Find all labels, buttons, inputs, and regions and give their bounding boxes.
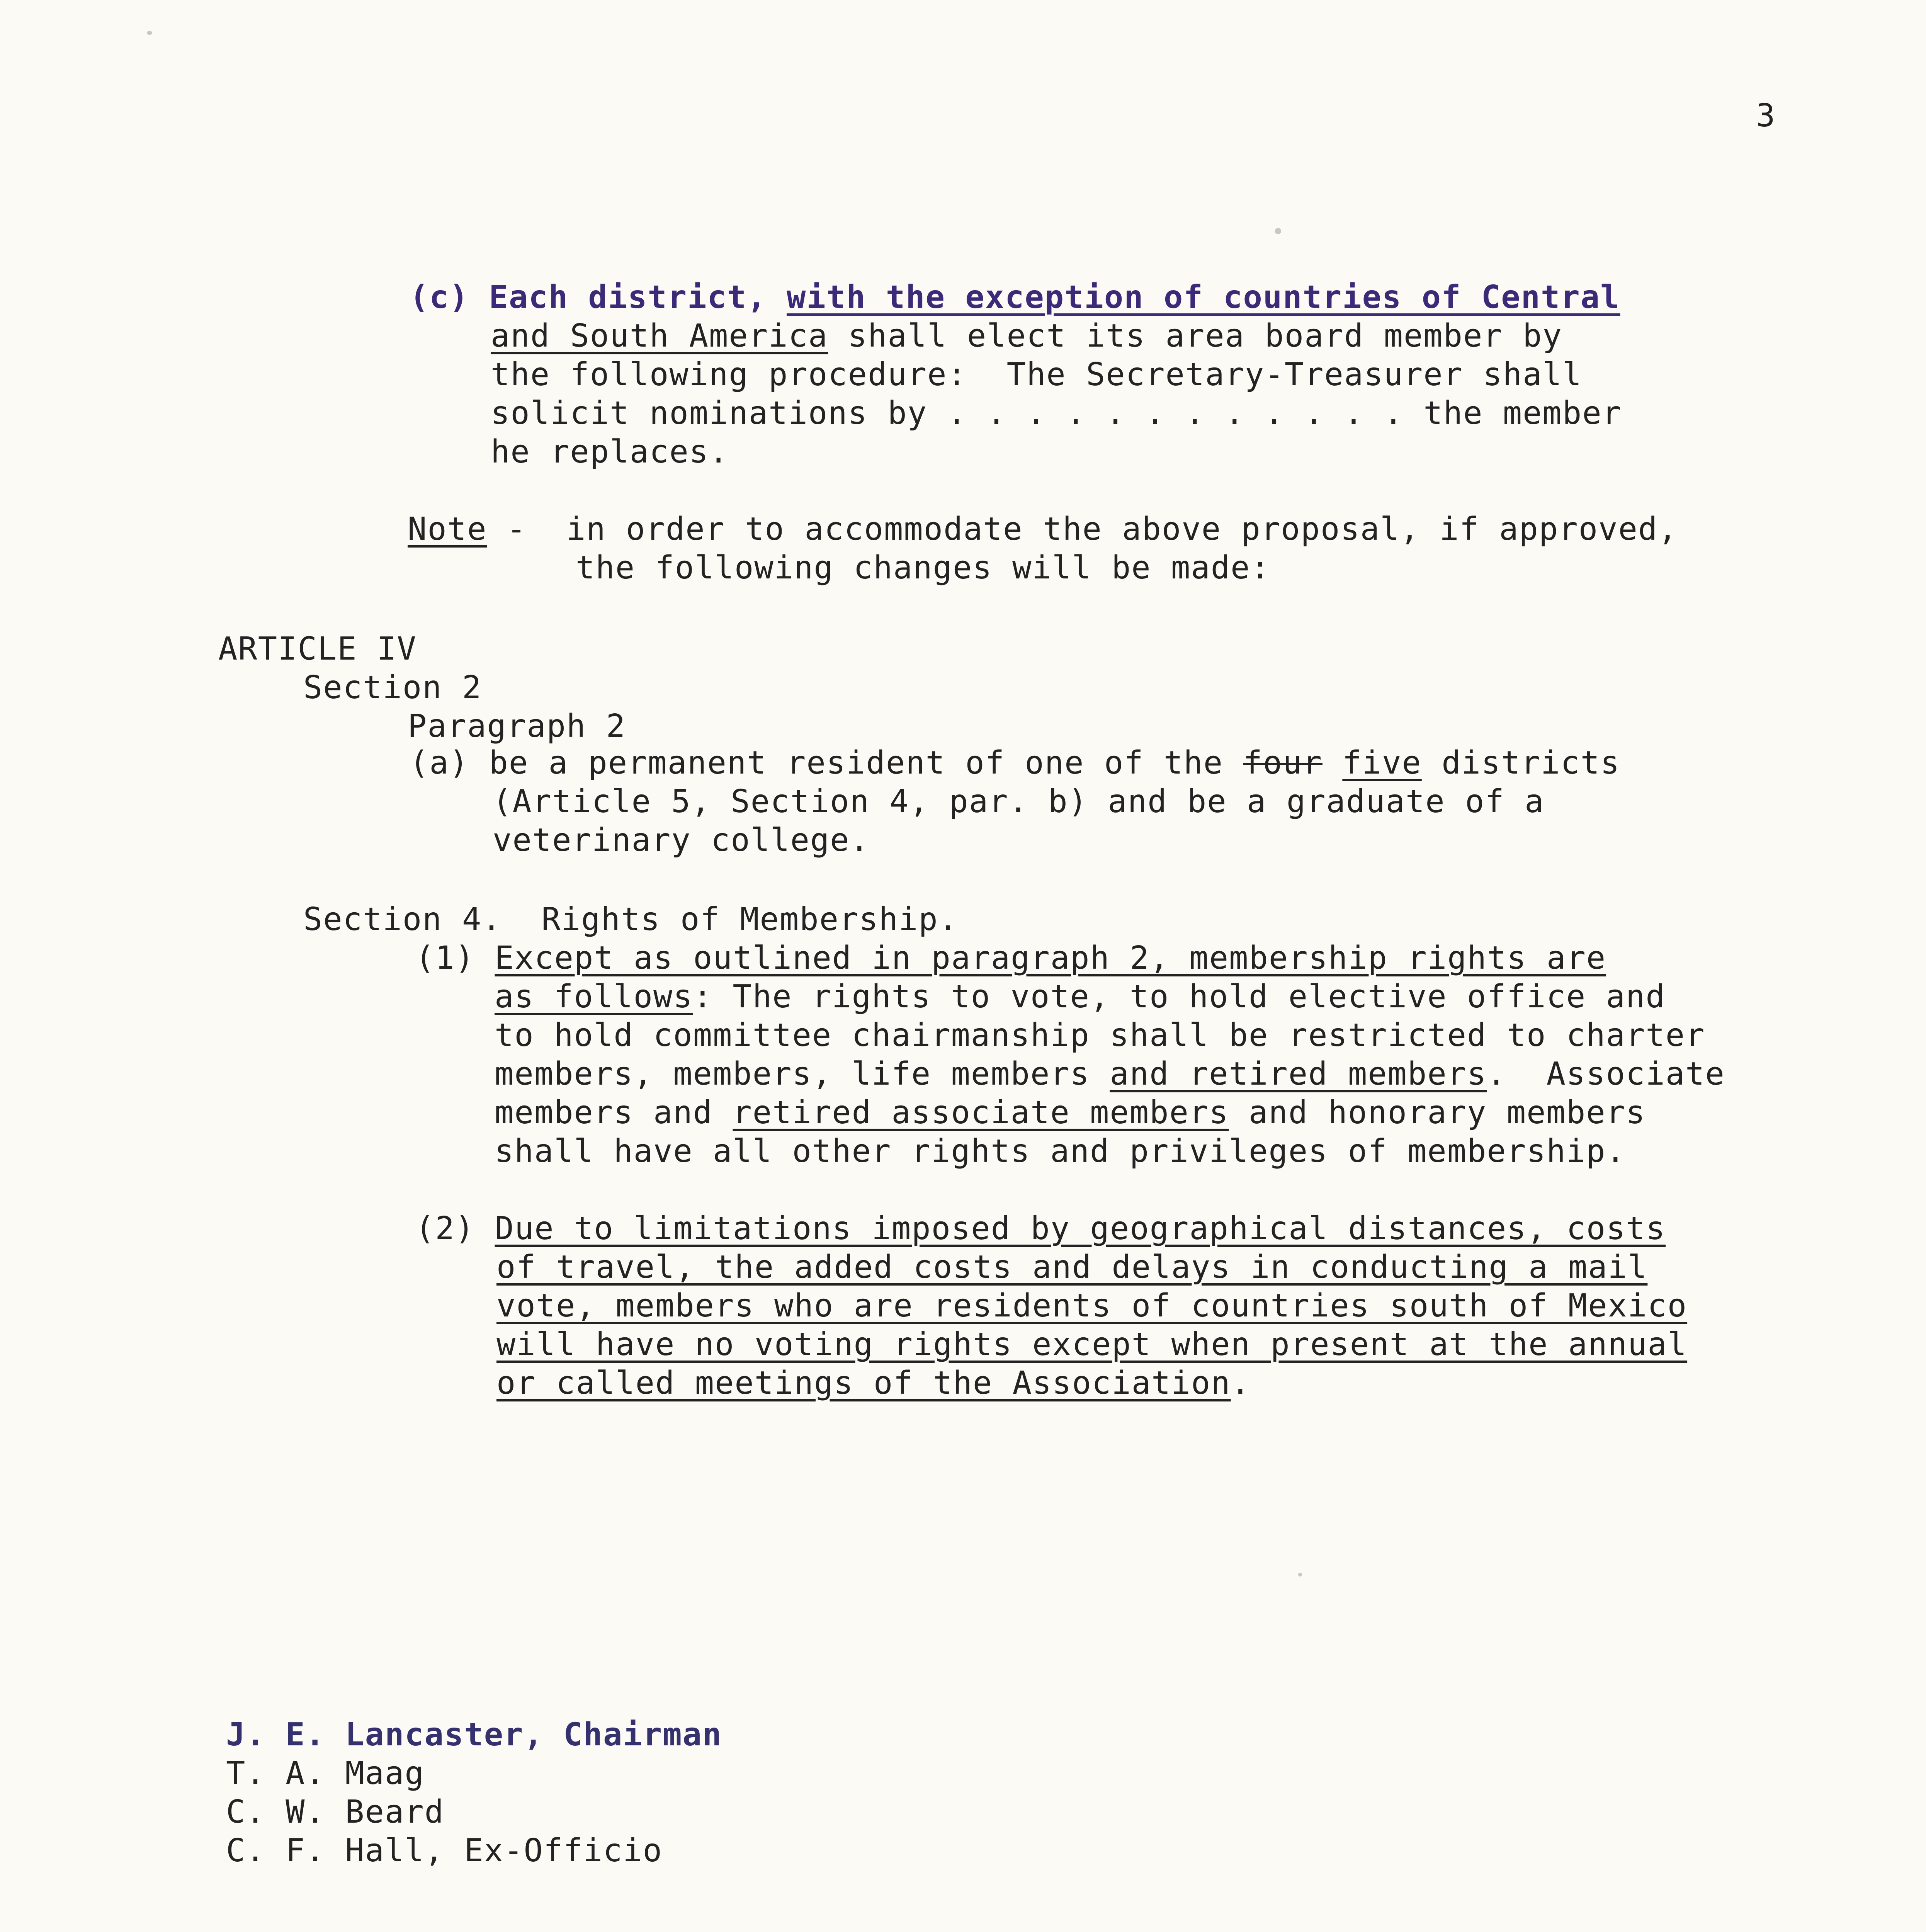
clause-c-lead: Each district,: [489, 279, 767, 316]
item-1-line-1: (1) Except as outlined in paragraph 2, membership rights are: [415, 940, 1606, 976]
clause-c-line-2: and South America shall elect its area board member by: [491, 318, 1562, 354]
note-line-2: the following changes will be made:: [576, 549, 1270, 586]
clause-c-line-5: he replaces.: [491, 434, 729, 470]
elision-dots: . . . . . . . . . . . .: [947, 395, 1404, 432]
note-label: Note: [408, 511, 487, 548]
item-a-line-2: (Article 5, Section 4, par. b) and be a graduate of a: [493, 783, 1545, 820]
item-2-line-2: of travel, the added costs and delays in conducting a mail: [496, 1249, 1648, 1286]
article-title: ARTICLE IV: [218, 631, 417, 667]
page-number: 3: [1756, 97, 1775, 134]
clause-c-line-4: solicit nominations by . . . . . . . . . . . . the member: [491, 395, 1622, 432]
item-a-label: (a): [410, 745, 469, 781]
item-2-line-4: will have no voting rights except when present at the annual: [496, 1326, 1688, 1363]
item-1-label: (1): [415, 940, 475, 976]
signature-member: C. W. Beard: [226, 1794, 445, 1830]
clause-c-line-1: [410, 278, 1620, 317]
item-2-line-1: (2) Due to limitations imposed by geographical distances, costs: [415, 1210, 1666, 1247]
item-1-line-3: to hold committee chairmanship shall be restricted to charter: [495, 1017, 1705, 1054]
clause-c-label: (c): [410, 279, 469, 316]
clause-c-underlined-2: and South America: [491, 318, 828, 354]
item-a-line-1: (a) be a permanent resident of one of the four five districts: [410, 745, 1620, 781]
section-4-heading: Section 4. Rights of Membership.: [303, 901, 959, 938]
item-1-line-6: shall have all other rights and privileges of membership.: [495, 1133, 1626, 1170]
section-2-heading: Section 2: [303, 669, 482, 706]
item-1-line-5: members and retired associate members and honorary members: [495, 1094, 1646, 1131]
item-a-line-3: veterinary college.: [493, 822, 870, 859]
paper-speck: [147, 31, 152, 35]
paper-speck: [1275, 228, 1281, 234]
paper-speck: [1298, 1573, 1302, 1577]
item-1-line-2: as follows: The rights to vote, to hold elective office and: [495, 978, 1666, 1015]
signature-member: T. A. Maag: [226, 1755, 425, 1792]
item-2-line-5: or called meetings of the Association.: [496, 1365, 1251, 1401]
clause-c-underlined-1: with the exception of countries of Central: [787, 279, 1620, 316]
struck-word: four: [1243, 745, 1323, 781]
inserted-word: five: [1342, 745, 1422, 781]
item-2-line-3: vote, members who are residents of countries south of Mexico: [496, 1287, 1688, 1324]
item-1-line-4: members, members, life members and retired members. Associate: [495, 1056, 1725, 1092]
signature-ex-officio: C. F. Hall, Ex-Officio: [226, 1832, 663, 1869]
clause-c-line-3: the following procedure: The Secretary-Treasurer shall: [491, 356, 1583, 393]
item-2-label: (2): [415, 1210, 475, 1247]
signature-chairman: J. E. Lancaster, Chairman: [226, 1716, 722, 1753]
note-line-1: Note - in order to accommodate the above proposal, if approved,: [408, 511, 1678, 548]
paragraph-2-heading: Paragraph 2: [408, 708, 626, 745]
